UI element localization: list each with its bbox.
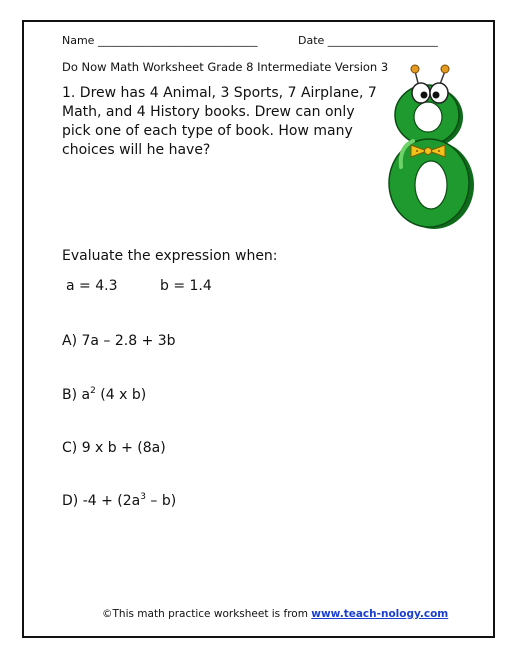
name-field [62,34,257,47]
problem-b-suffix: (4 x b) [95,387,147,403]
problem-b-prefix: B) a [62,387,91,403]
problem-d [62,493,176,509]
problem-d-exponent: 3 [140,492,146,502]
date-field [298,34,438,47]
name-blank: _____________________________ [97,34,258,47]
date-blank: ____________________ [327,34,438,47]
problem-d-prefix: D) -4 + (2a [62,493,141,509]
date-label: Date [298,34,325,47]
worksheet-title: Do Now Math Worksheet Grade 8 Intermediate Version 3 [62,60,389,74]
problem-c: C) 9 x b + (8a) [62,440,166,456]
problem-a: A) 7a – 2.8 + 3b [62,333,176,349]
footer-text: ©This math practice worksheet is from [102,608,312,620]
problem-b [62,387,146,403]
footer-link[interactable]: www.teach-nology.com [311,608,449,620]
number-eight-mascot-icon [379,57,479,237]
question-1: 1. Drew has 4 Animal, 3 Sports, 7 Airplane, 7 Math, and 4 History books. Drew can only pick one of each type of book. How many choices will he have? [62,85,377,158]
problem-d-suffix: – b) [145,493,177,509]
a-value: a = 4.3 [66,278,118,294]
problem-b-exponent: 2 [90,386,96,396]
evaluate-prompt: Evaluate the expression when: [62,248,278,264]
name-label: Name [62,34,95,47]
b-value: b = 1.4 [160,278,212,294]
worksheet-page [22,20,495,638]
footer [102,608,448,620]
